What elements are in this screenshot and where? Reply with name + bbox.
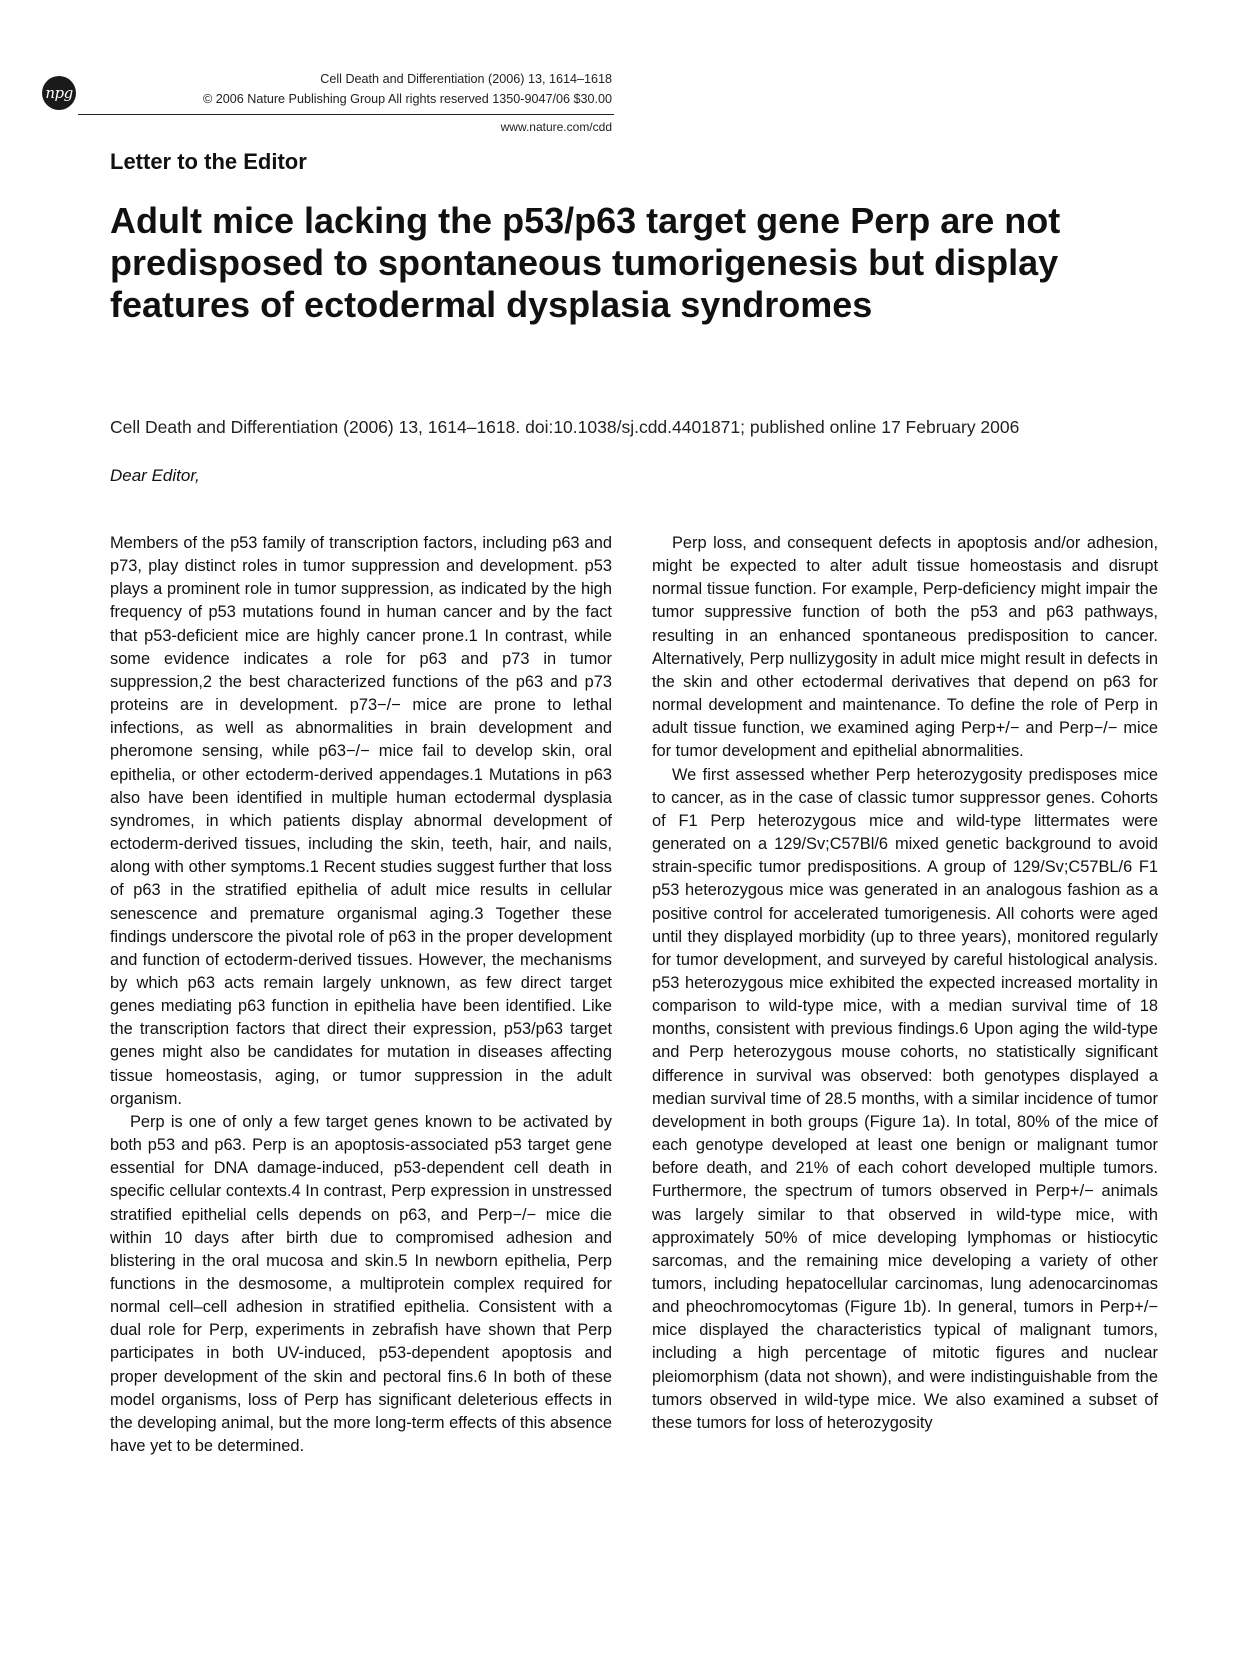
- section-label: Letter to the Editor: [110, 149, 307, 174]
- paragraph: Perp is one of only a few target genes known to be activated by both p53 and p63. Perp is an apoptosis-associated p53 target gene essential for DNA damage-induced, p53-dependent cell death in specific cellular contexts.4 In contrast, Perp expression in unstressed stratified epithelial cells depends on p63, and Perp−/− mice die within 10 days after birth due to compromised adhesion and blistering in the oral mucosa and skin.5 In newborn epithelia, Perp functions in the desmosome, a multiprotein complex required for normal cell–cell adhesion in stratified epithelia. Consistent with a dual role for Perp, experiments in zebrafish have shown that Perp participates in both UV-induced, p53-dependent apoptosis and proper development of the skin and pectoral fins.6 In both of these model organisms, loss of Perp has significant deleterious effects in the developing animal, but the more long-term effects of this absence have yet to be determined.: [110, 1112, 612, 1456]
- npg-logo: [42, 76, 76, 110]
- journal-line: Cell Death and Differentiation (2006) 13, 1614–1618: [320, 72, 612, 86]
- body-right-column: [652, 532, 1158, 1435]
- citation-line: Cell Death and Differentiation (2006) 13, 1614–1618. doi:10.1038/sj.cdd.4401871; published online 17 February 2006: [110, 417, 1020, 437]
- paragraph: Perp loss, and consequent defects in apoptosis and/or adhesion, might be expected to alter adult tissue homeostasis and disrupt normal tissue function. For example, Perp-deficiency might impair the tumor suppressive function of both the p53 and p63 pathways, resulting in an enhanced spontaneous predisposition to cancer. Alternatively, Perp nullizygosity in adult mice might result in defects in the skin and other ectodermal derivatives that depend on p63 for normal development and maintenance. To define the role of Perp in adult tissue function, we examined aging Perp+/− and Perp−/− mice for tumor development and epithelial abnormalities.: [652, 534, 1158, 761]
- paragraph: We first assessed whether Perp heterozygosity predisposes mice to cancer, as in the case of classic tumor suppressor genes. Cohorts of F1 Perp heterozygous mice and wild-type littermates were generated on a 129/Sv;C57Bl/6 mixed genetic background to avoid strain-specific tumor predispositions. A group of 129/Sv;C57BL/6 F1 p53 heterozygous mice was generated in an analogous fashion as a positive control for accelerated tumorigenesis. All cohorts were aged until they displayed morbidity (up to three years), monitored regularly for tumor development, and surveyed by careful histological analysis. p53 heterozygous mice exhibited the expected increased mortality in comparison to wild-type mice, with a median survival time of 18 months, consistent with previous findings.6 Upon aging the wild-type and Perp heterozygous mouse cohorts, no statistically significant difference in survival was observed: both genotypes displayed a median survival time of 28.5 months, with a similar incidence of tumor development in both groups (Figure 1a). In total, 80% of the mice of each genotype developed at least one benign or malignant tumor before death, and 21% of each cohort developed multiple tumors. Furthermore, the spectrum of tumors observed in Perp+/− animals was largely similar to that observed in wild-type mice, with approximately 50% of mice developing lymphomas or histiocytic sarcomas, and the remaining mice developing a variety of other tumors, including hepatocellular carcinomas, lung adenocarcinomas and pheochromocytomas (Figure 1b). In general, tumors in Perp+/− mice displayed the characteristics typical of malignant tumors, including a high percentage of mitotic figures and nuclear pleiomorphism (data not shown), and were indistinguishable from the tumors observed in wild-type mice. We also examined a subset of these tumors for loss of heterozygosity: [652, 765, 1158, 1432]
- header-divider: [78, 114, 614, 115]
- journal-url[interactable]: www.nature.com/cdd: [500, 120, 612, 134]
- paragraph: Members of the p53 family of transcription factors, including p63 and p73, play distinct roles in tumor suppression and development. p53 plays a prominent role in tumor suppression, as indicated by the high frequency of p53 mutations found in human cancer and by the fact that p53-deficient mice are highly cancer prone.1 In contrast, while some evidence indicates a role for p63 and p73 in tumor suppression,2 the best characterized functions of the p63 and p73 proteins are in development. p73−/− mice are prone to lethal infections, as well as abnormalities in brain development and pheromone sensing, while p63−/− mice fail to develop skin, oral epithelia, or other ectoderm-derived appendages.1 Mutations in p63 also have been identified in multiple human ectodermal dysplasia syndromes, in which patients display abnormal development of ectoderm-derived tissues, including the skin, teeth, hair, and nails, along with other symptoms.1 Recent studies suggest further that loss of p63 in the stratified epithelia of adult mice results in cellular senescence and premature organismal aging.3 Together these findings underscore the pivotal role of p63 in the proper development and function of ectoderm-derived tissues. However, the mechanisms by which p63 acts remain largely unknown, as few direct target genes mediating p63 function in epithelia have been identified. Like the transcription factors that direct their expression, p53/p63 target genes might also be candidates for mutation in diseases affecting tissue homeostasis, aging, or tumor suppression in the adult organism.: [110, 534, 612, 1108]
- salutation: Dear Editor,: [110, 466, 200, 485]
- npg-logo-text: npg: [45, 84, 73, 102]
- copyright-line: © 2006 Nature Publishing Group All rights reserved 1350-9047/06 $30.00: [202, 92, 612, 106]
- article-title: Adult mice lacking the p53/p63 target gene Perp are not predisposed to spontaneous tumorigenesis but display features of ectodermal dysplasia syndromes: [110, 200, 1061, 325]
- body-left-column: [110, 532, 612, 1458]
